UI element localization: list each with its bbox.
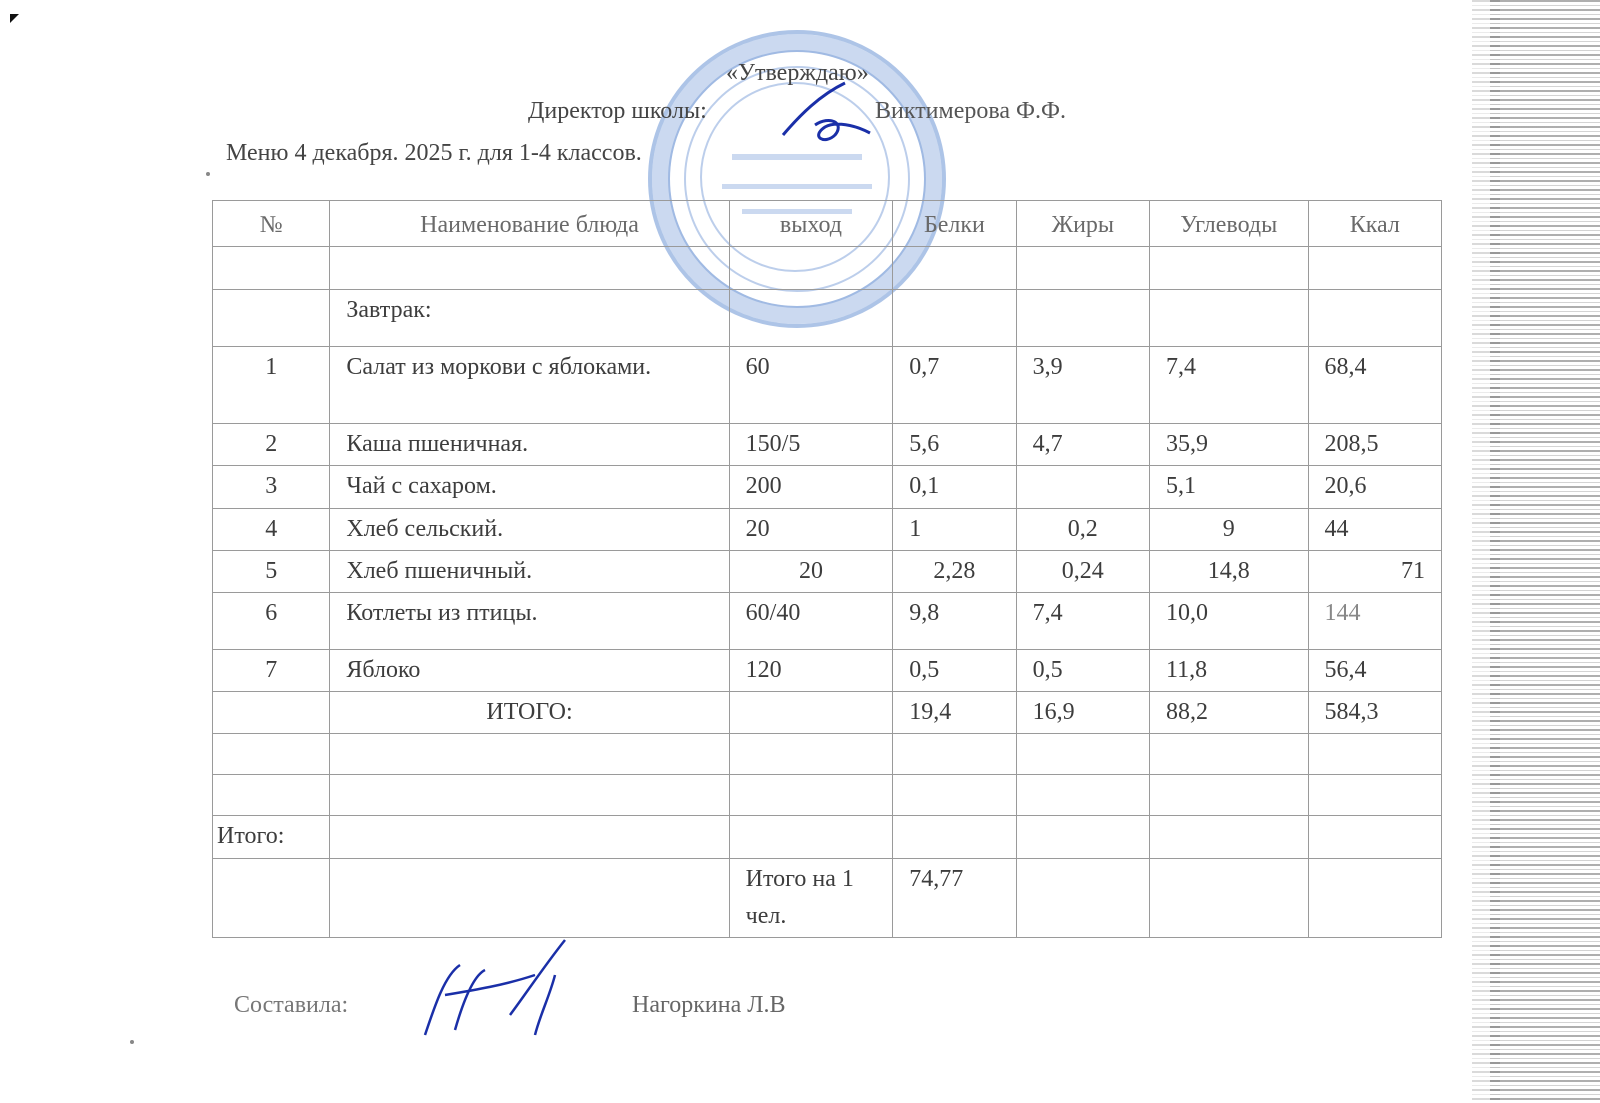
scan-speck bbox=[206, 172, 210, 176]
dish-carbs: 9 bbox=[1150, 508, 1309, 550]
dish-protein: 0,1 bbox=[893, 466, 1016, 508]
dish-kcal: 144 bbox=[1308, 592, 1441, 649]
table-row bbox=[213, 424, 1442, 466]
column-header-number: № bbox=[213, 201, 330, 247]
scan-speck bbox=[130, 1040, 134, 1044]
per-person-row bbox=[213, 858, 1442, 937]
dish-kcal: 44 bbox=[1308, 508, 1441, 550]
per-person-value: 74,77 bbox=[893, 858, 1016, 937]
column-header-fat: Жиры bbox=[1016, 201, 1149, 247]
dish-name: Котлеты из птицы. bbox=[330, 592, 729, 649]
dish-carbs: 10,0 bbox=[1150, 592, 1309, 649]
dish-protein: 2,28 bbox=[893, 550, 1016, 592]
dish-fat: 3,9 bbox=[1016, 347, 1149, 424]
dish-kcal: 68,4 bbox=[1308, 347, 1441, 424]
grand-total-row bbox=[213, 816, 1442, 858]
per-person-label: Итого на 1 чел. bbox=[729, 858, 893, 937]
empty-row bbox=[213, 734, 1442, 775]
dish-carbs: 11,8 bbox=[1150, 649, 1309, 691]
subtotal-label: ИТОГО: bbox=[330, 692, 729, 734]
dish-carbs: 14,8 bbox=[1150, 550, 1309, 592]
director-signature bbox=[775, 75, 875, 155]
dish-output: 20 bbox=[729, 550, 893, 592]
section-row bbox=[213, 290, 1442, 347]
dish-output: 20 bbox=[729, 508, 893, 550]
dish-carbs: 5,1 bbox=[1150, 466, 1309, 508]
row-number: 5 bbox=[213, 550, 330, 592]
column-header-dish: Наименование блюда bbox=[330, 201, 729, 247]
table-header-row bbox=[213, 201, 1442, 247]
dish-name: Хлеб сельский. bbox=[330, 508, 729, 550]
dish-output: 60 bbox=[729, 347, 893, 424]
dish-output: 200 bbox=[729, 466, 893, 508]
dish-kcal: 208,5 bbox=[1308, 424, 1441, 466]
compiler-signature bbox=[415, 935, 575, 1055]
table-row bbox=[213, 649, 1442, 691]
director-name: Виктимерова Ф.Ф. bbox=[875, 98, 1066, 124]
row-number: 7 bbox=[213, 649, 330, 691]
dish-protein: 9,8 bbox=[893, 592, 1016, 649]
compiled-by-label: Составила: bbox=[234, 992, 349, 1018]
subtotal-row bbox=[213, 692, 1442, 734]
dish-protein: 0,5 bbox=[893, 649, 1016, 691]
dish-protein: 5,6 bbox=[893, 424, 1016, 466]
column-header-carbs: Углеводы bbox=[1150, 201, 1309, 247]
dish-fat bbox=[1016, 466, 1149, 508]
empty-row bbox=[213, 775, 1442, 816]
dish-fat: 0,5 bbox=[1016, 649, 1149, 691]
table-row bbox=[213, 347, 1442, 424]
row-number: 3 bbox=[213, 466, 330, 508]
dish-name: Хлеб пшеничный. bbox=[330, 550, 729, 592]
column-header-output: выход bbox=[729, 201, 893, 247]
dish-kcal: 20,6 bbox=[1308, 466, 1441, 508]
column-header-kcal: Ккал bbox=[1308, 201, 1441, 247]
scan-edge-artifact-faint bbox=[1472, 0, 1500, 1103]
subtotal-fat: 16,9 bbox=[1016, 692, 1149, 734]
dish-fat: 7,4 bbox=[1016, 592, 1149, 649]
director-label: Директор школы: bbox=[528, 98, 707, 124]
menu-table bbox=[212, 200, 1442, 938]
table-row bbox=[213, 550, 1442, 592]
dish-name: Каша пшеничная. bbox=[330, 424, 729, 466]
approval-caption: «Утверждаю» bbox=[726, 60, 869, 86]
grand-total-label: Итого: bbox=[213, 816, 330, 858]
dish-output: 60/40 bbox=[729, 592, 893, 649]
row-number: 6 bbox=[213, 592, 330, 649]
dish-fat: 0,24 bbox=[1016, 550, 1149, 592]
dish-carbs: 35,9 bbox=[1150, 424, 1309, 466]
subtotal-carbs: 88,2 bbox=[1150, 692, 1309, 734]
table-row bbox=[213, 592, 1442, 649]
dish-output: 150/5 bbox=[729, 424, 893, 466]
scan-edge-artifact bbox=[1490, 0, 1600, 1103]
empty-row bbox=[213, 247, 1442, 290]
compiled-by-name: Нагоркина Л.В bbox=[632, 992, 786, 1018]
dish-carbs: 7,4 bbox=[1150, 347, 1309, 424]
section-label-breakfast: Завтрак: bbox=[330, 290, 729, 347]
row-number: 4 bbox=[213, 508, 330, 550]
column-header-protein: Белки bbox=[893, 201, 1016, 247]
dish-kcal: 71 bbox=[1308, 550, 1441, 592]
dish-fat: 0,2 bbox=[1016, 508, 1149, 550]
table-row bbox=[213, 508, 1442, 550]
dish-name: Чай с сахаром. bbox=[330, 466, 729, 508]
dish-output: 120 bbox=[729, 649, 893, 691]
dish-protein: 1 bbox=[893, 508, 1016, 550]
dish-name: Салат из моркови с яблоками. bbox=[330, 347, 729, 424]
row-number: 2 bbox=[213, 424, 330, 466]
dish-fat: 4,7 bbox=[1016, 424, 1149, 466]
subtotal-kcal: 584,3 bbox=[1308, 692, 1441, 734]
table-row bbox=[213, 466, 1442, 508]
dish-kcal: 56,4 bbox=[1308, 649, 1441, 691]
subtotal-protein: 19,4 bbox=[893, 692, 1016, 734]
row-number: 1 bbox=[213, 347, 330, 424]
dish-name: Яблоко bbox=[330, 649, 729, 691]
dish-protein: 0,7 bbox=[893, 347, 1016, 424]
menu-title: Меню 4 декабря. 2025 г. для 1-4 классов. bbox=[226, 140, 642, 166]
corner-mark bbox=[10, 14, 19, 23]
